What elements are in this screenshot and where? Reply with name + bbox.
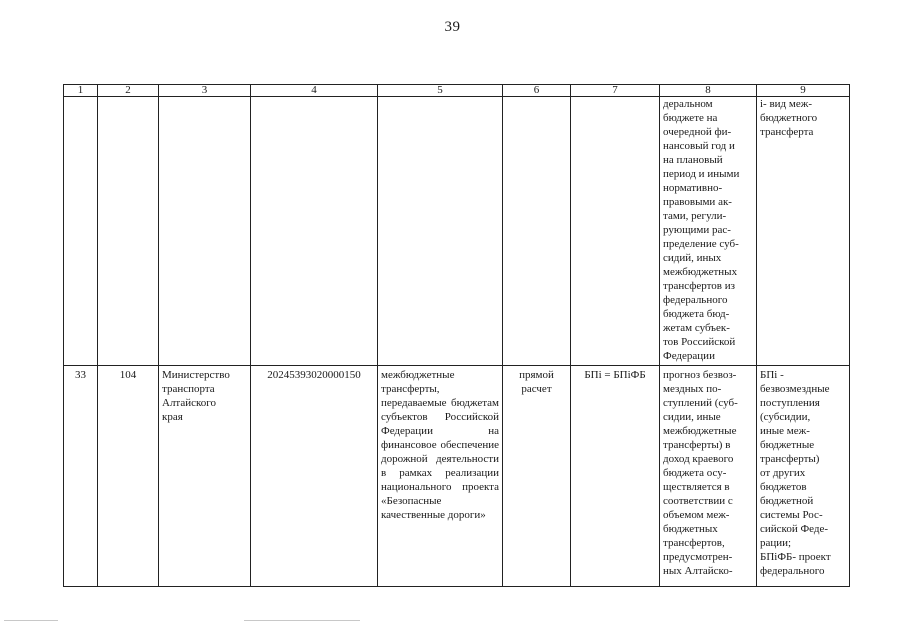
scan-artifact xyxy=(244,620,360,621)
cell-empty xyxy=(98,97,159,366)
cell-admin-code: 104 xyxy=(98,366,159,587)
header-col-4: 4 xyxy=(251,85,378,97)
cell-income-name: межбюджетные трансферты, передаваемые бюджетам субъектов Российской Федерации на финансовое обеспечение дорожной деятельности в рамках реализации национального проекта «Безопасные качественные дороги» xyxy=(378,366,503,587)
cell-method-description: прогноз безвоз- мездных по- ступлений (суб- сидии, иные межбюджетные трансферты) в доход краевого бюджета осу- ществляется в соответствии с объемом меж- бюджетных трансфертов, предусмотрен- ных Алтайско- xyxy=(660,366,757,587)
cell-administrator: Министерство транспорта Алтайского края xyxy=(159,366,251,587)
table-row-continuation xyxy=(64,97,850,366)
header-row xyxy=(64,85,850,97)
cell-empty xyxy=(571,97,660,366)
cell-formula-legend: i- вид меж- бюджетного трансферта xyxy=(757,97,850,366)
page-number: 39 xyxy=(444,19,461,35)
cell-budget-code: 20245393020000150 xyxy=(251,366,378,587)
cell-method: прямой расчет xyxy=(503,366,571,587)
cell-empty xyxy=(503,97,571,366)
cell-formula-legend: БПi - безвозмездные поступления (субсидии, иные меж- бюджетные трансферты) от других бюджетов бюджетной системы Рос- сийской Феде- рации; БПiФБ- проект федерального xyxy=(757,366,850,587)
table-row xyxy=(64,366,850,587)
header-col-7: 7 xyxy=(571,85,660,97)
scan-artifact xyxy=(4,620,58,621)
header-col-2: 2 xyxy=(98,85,159,97)
cell-empty xyxy=(159,97,251,366)
header-col-8: 8 xyxy=(660,85,757,97)
cell-formula: БПi = БПiФБ xyxy=(571,366,660,587)
header-col-3: 3 xyxy=(159,85,251,97)
cell-empty xyxy=(251,97,378,366)
cell-empty xyxy=(64,97,98,366)
header-col-5: 5 xyxy=(378,85,503,97)
data-table xyxy=(63,84,850,587)
header-col-6: 6 xyxy=(503,85,571,97)
header-col-9: 9 xyxy=(757,85,850,97)
header-col-1: 1 xyxy=(64,85,98,97)
cell-row-number: 33 xyxy=(64,366,98,587)
cell-empty xyxy=(378,97,503,366)
cell-method-description: деральном бюджете на очередной фи- нансовый год и на плановый период и иными нормативно- правовыми ак- тами, регули- рующими рас- пределение суб- сидий, иных межбюджетных трансфертов из федерального бюджета бюд- жетам субъек- тов Российской Федерации xyxy=(660,97,757,366)
